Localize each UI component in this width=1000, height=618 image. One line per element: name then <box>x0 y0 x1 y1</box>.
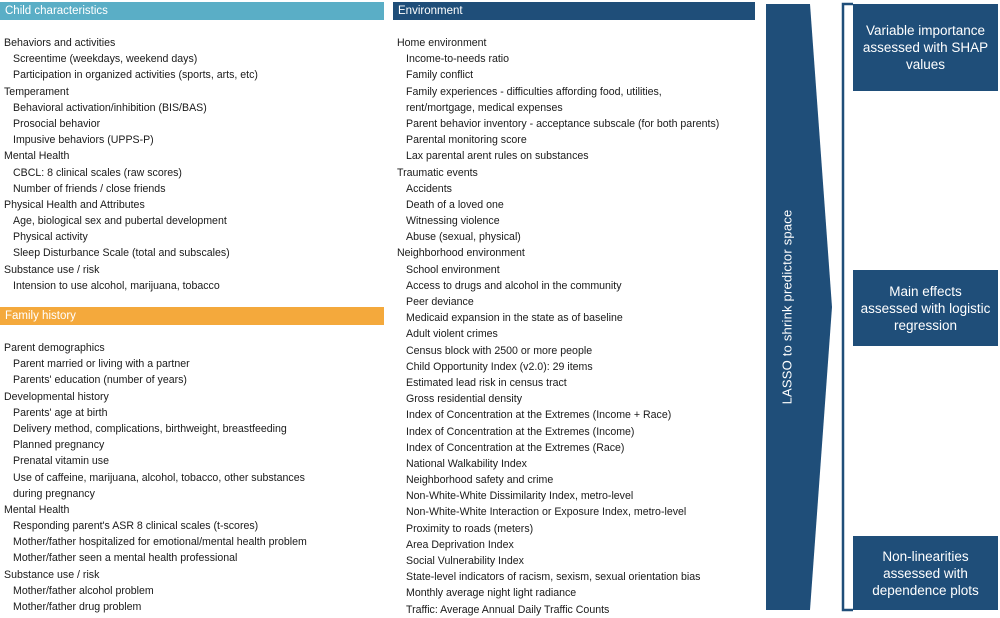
child-item: Intension to use alcohol, marijuana, tobacco <box>13 279 220 292</box>
environment-item: National Walkability Index <box>406 457 527 470</box>
child-characteristics-header: Child characteristics <box>0 2 384 20</box>
child-category: Behaviors and activities <box>4 37 116 49</box>
family-item: Parents' education (number of years) <box>13 374 187 387</box>
environment-header: Environment <box>393 2 755 20</box>
child-category: Mental Health <box>4 150 70 163</box>
environment-item: State-level indicators of racism, sexism, sexual orientation bias <box>406 571 701 584</box>
family-item: Delivery method, complications, birthweight, breastfeeding <box>13 422 287 435</box>
environment-item: Peer deviance <box>406 296 474 308</box>
environment-item: Parent behavior inventory - acceptance subscale (for both parents) <box>406 117 720 130</box>
family-item: Mother/father seen a mental health professional <box>13 552 238 565</box>
environment-category: Home environment <box>397 37 487 49</box>
child-item: Prosocial behavior <box>13 117 101 130</box>
environment-item: Index of Concentration at the Extremes (Race) <box>406 441 625 454</box>
family-item: during pregnancy <box>13 487 95 500</box>
environment-item: Lax parental arent rules on substances <box>406 150 589 163</box>
child-category: Physical Health and Attributes <box>4 198 145 211</box>
environment-item: Family experiences - difficulties affording food, utilities, <box>406 85 662 98</box>
child-item: Number of friends / close friends <box>13 182 166 195</box>
child-item: Sleep Disturbance Scale (total and subscales) <box>13 247 230 260</box>
environment-item: Census block with 2500 or more people <box>406 344 593 357</box>
environment-item: Accidents <box>406 182 452 195</box>
environment-category: Traumatic events <box>397 166 478 179</box>
environment-item: Adult violent crimes <box>406 328 498 341</box>
outcome-bracket <box>843 4 853 610</box>
child-item: Physical activity <box>13 231 88 244</box>
family-category: Developmental history <box>4 390 109 403</box>
environment-item: Non-White-White Interaction or Exposure Index, metro-level <box>406 506 687 519</box>
child-category: Substance use / risk <box>4 263 100 276</box>
environment-item: Witnessing violence <box>406 215 500 228</box>
environment-item: Child Opportunity Index (v2.0): 29 items <box>406 360 593 373</box>
environment-item: Family conflict <box>406 69 474 82</box>
environment-item: Death of a loved one <box>406 198 504 211</box>
child-item: CBCL: 8 clinical scales (raw scores) <box>13 166 182 179</box>
family-item: Use of caffeine, marijuana, alcohol, tobacco, other substances <box>13 471 305 484</box>
environment-item: Income-to-needs ratio <box>406 53 510 66</box>
environment-item: Neighborhood safety and crime <box>406 474 554 487</box>
environment-item: rent/mortgage, medical expenses <box>406 101 563 114</box>
environment-item: Monthly average night light radiance <box>406 587 577 600</box>
child-item: Age, biological sex and pubertal development <box>13 215 227 228</box>
lasso-label-text: LASSO to shrink predictor space <box>779 209 795 405</box>
environment-item: Estimated lead risk in census tract <box>406 376 567 389</box>
environment-item: Parental monitoring score <box>406 134 527 147</box>
child-item: Screentime (weekdays, weekend days) <box>13 53 198 66</box>
environment-item: Medicaid expansion in the state as of baseline <box>406 312 623 325</box>
child-category: Temperament <box>4 85 69 98</box>
main-effects-box <box>853 270 998 346</box>
nonlinearities-text: Non-linearities assessed with dependence plots <box>872 548 979 598</box>
child-item: Impusive behaviors (UPPS-P) <box>13 134 154 147</box>
main-effects-text: Main effects assessed with logistic regression <box>860 283 991 333</box>
environment-item: Non-White-White Dissimilarity Index, metro-level <box>406 490 634 503</box>
child-item: Participation in organized activities (sports, arts, etc) <box>13 69 258 82</box>
family-history-header: Family history <box>0 307 384 325</box>
environment-item: Access to drugs and alcohol in the community <box>406 279 622 292</box>
environment-item: School environment <box>406 263 500 276</box>
environment-item: Area Deprivation Index <box>406 538 514 551</box>
child-item: Behavioral activation/inhibition (BIS/BAS) <box>13 101 207 114</box>
environment-item: Social Vulnerability Index <box>406 555 524 567</box>
family-item: Mother/father hospitalized for emotional/mental health problem <box>13 536 307 549</box>
environment-item: Index of Concentration at the Extremes (Income + Race) <box>406 409 672 422</box>
lasso-arrow-shape <box>766 4 832 610</box>
family-item: Parent married or living with a partner <box>13 358 190 371</box>
family-item: Responding parent's ASR 8 clinical scales (t-scores) <box>13 520 259 533</box>
environment-item: Proximity to roads (meters) <box>406 522 534 535</box>
environment-item: Abuse (sexual, physical) <box>406 231 521 244</box>
shap-importance-text: Variable importance assessed with SHAP values <box>862 23 989 72</box>
environment-category: Neighborhood environment <box>397 247 525 260</box>
family-item: Parents' age at birth <box>13 406 108 419</box>
family-category: Parent demographics <box>4 342 105 354</box>
family-category: Mental Health <box>4 503 70 516</box>
environment-item: Index of Concentration at the Extremes (Income) <box>406 425 635 438</box>
shap-importance-box <box>853 4 998 91</box>
nonlinearities-box <box>853 536 998 610</box>
family-item: Mother/father drug problem <box>13 601 142 613</box>
family-item: Prenatal vitamin use <box>13 455 109 468</box>
family-item: Mother/father alcohol problem <box>13 584 154 597</box>
environment-item: Traffic: Average Annual Daily Traffic Counts <box>406 603 610 616</box>
environment-item: Gross residential density <box>406 393 522 406</box>
family-item: Planned pregnancy <box>13 439 105 452</box>
family-category: Substance use / risk <box>4 568 100 581</box>
